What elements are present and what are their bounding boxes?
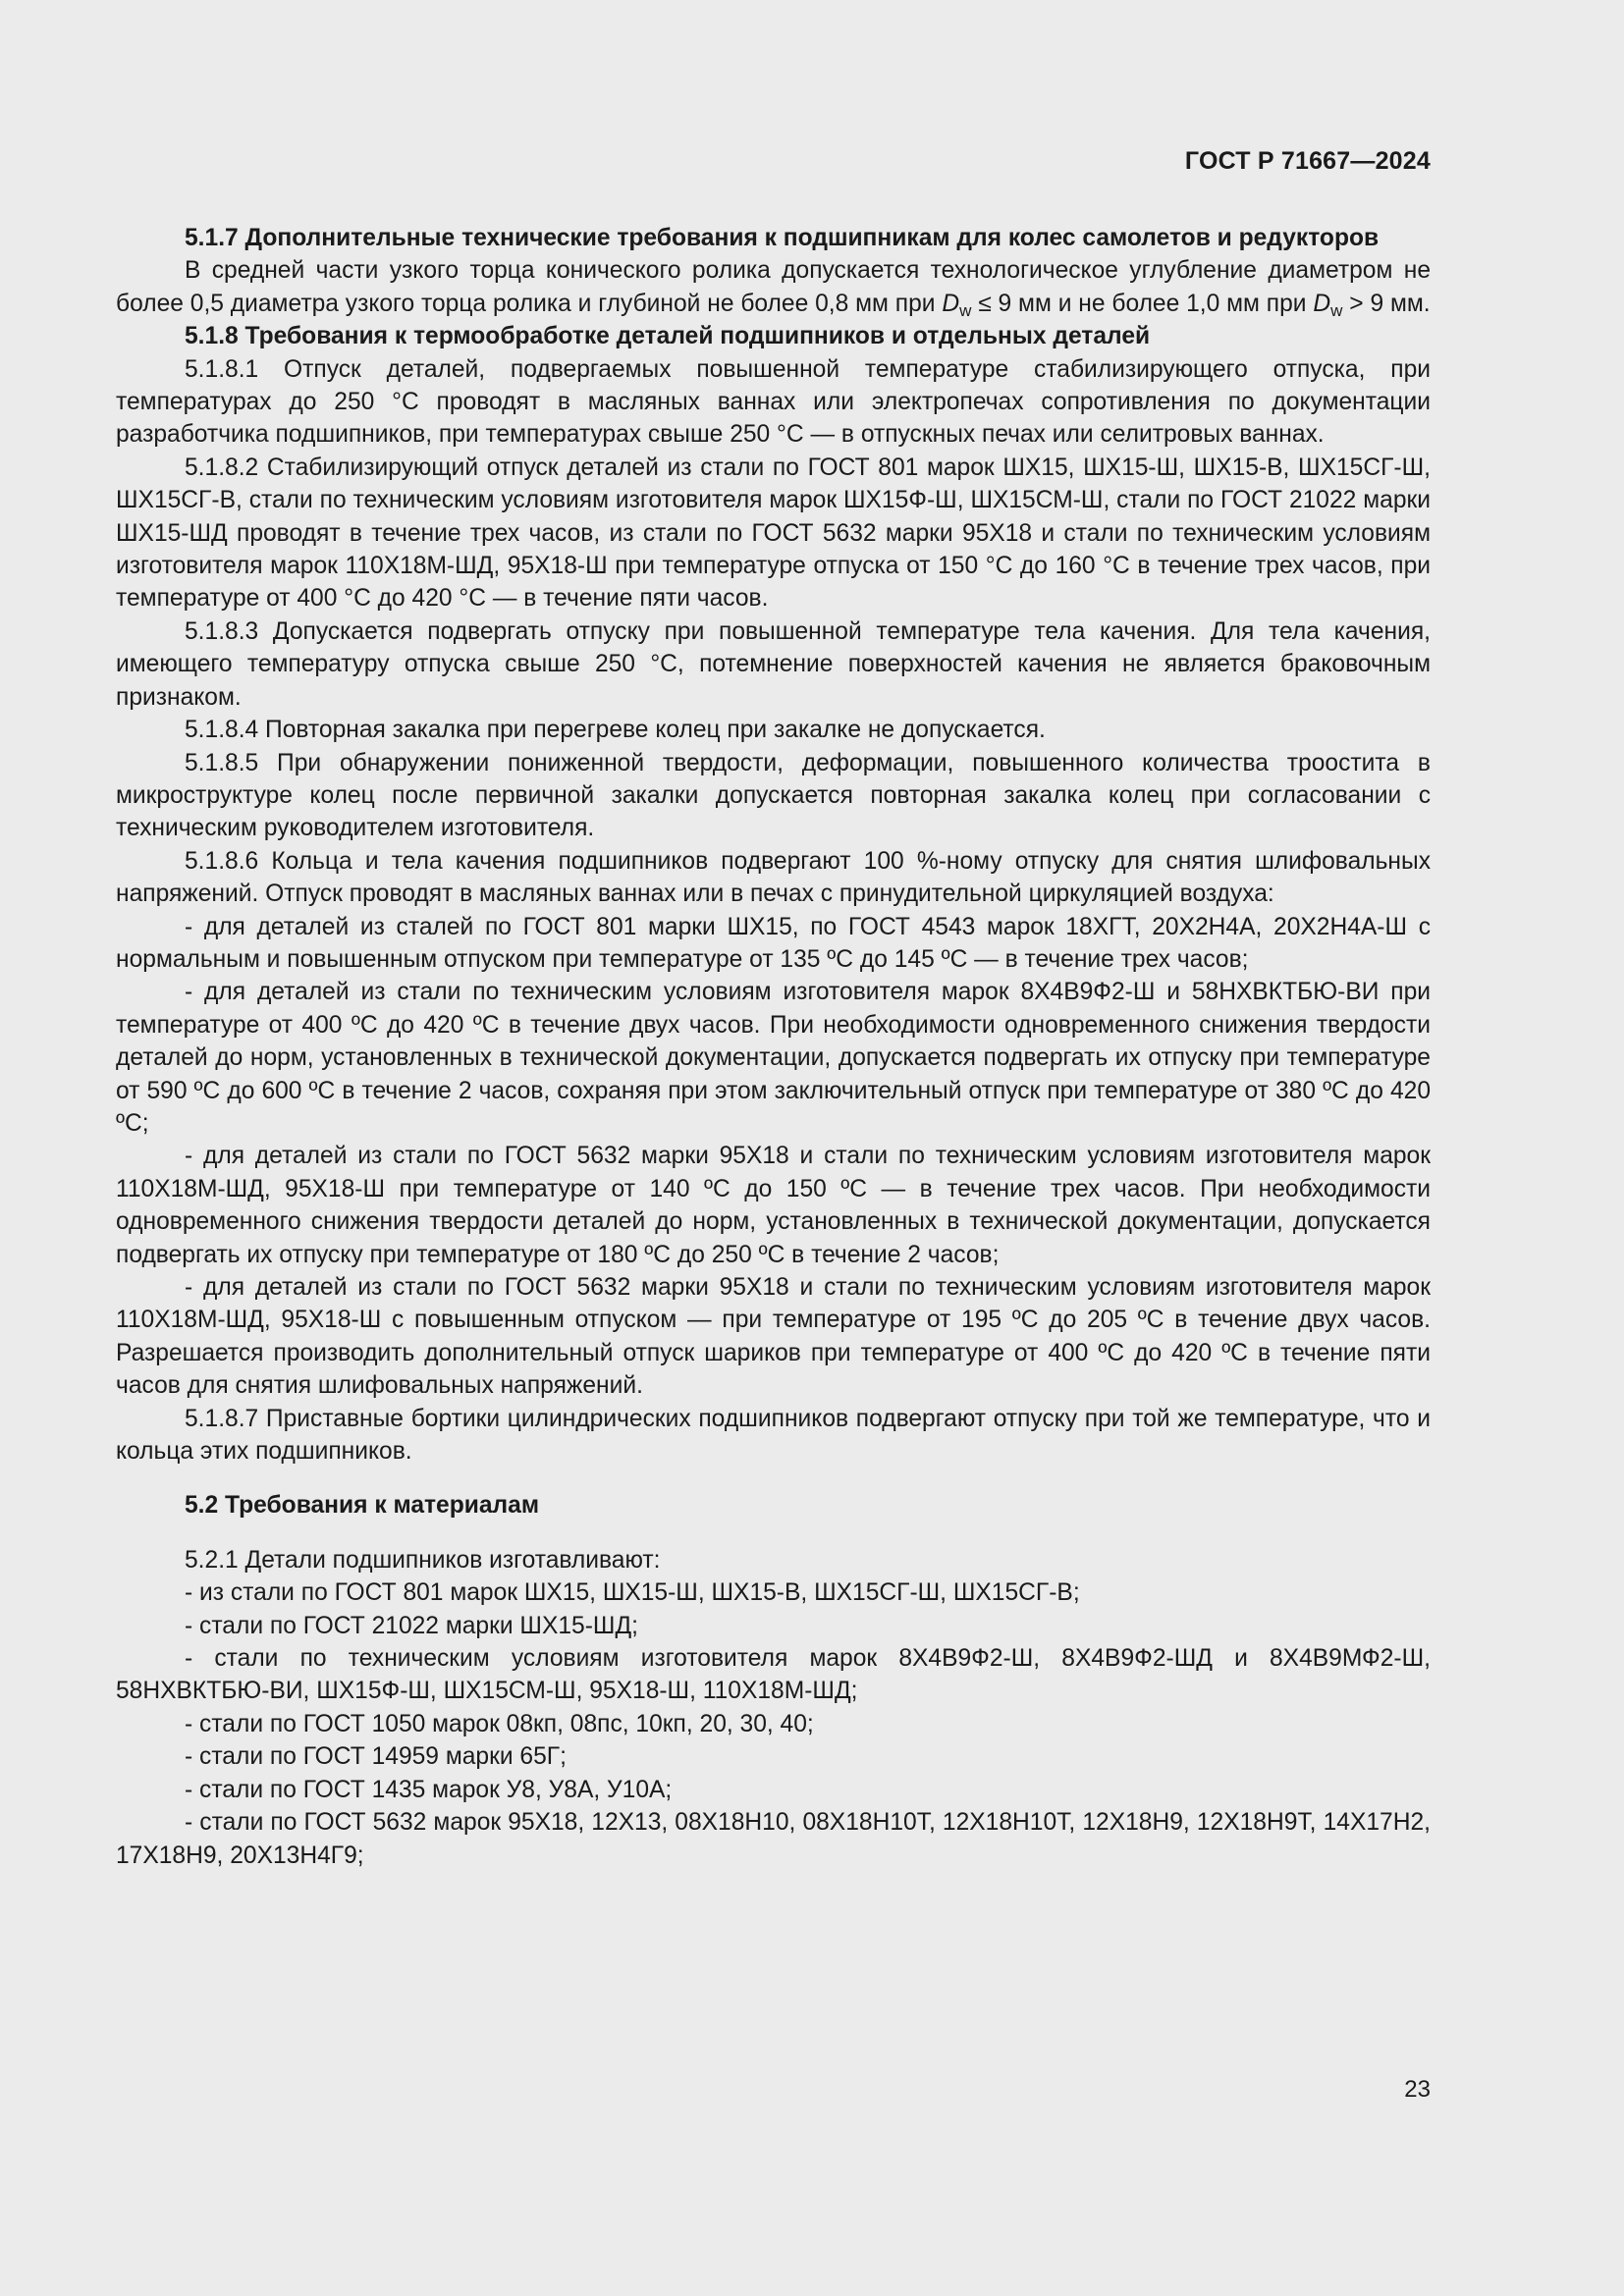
document-id-header: ГОСТ Р 71667—2024 (1184, 147, 1431, 175)
list-item: - из стали по ГОСТ 801 марок ШХ15, ШХ15-Ш, ШХ15-В, ШХ15СГ-Ш, ШХ15СГ-В; (185, 1579, 1080, 1607)
list-item: - для деталей из стали по ГОСТ 5632 марки 95Х18 и стали по техническим условиям изготовителя марок 110Х18М-ШД, 95Х18-Ш при температуре от 140 ºС до 150 ºС — в течение трех часов. При необходимости одновременного снижения твердости деталей до норм, установленных в технической документации, допускается подвергать их отпуску при температуре от 180 ºС до 250 ºС в течение 2 часов; (116, 1143, 1431, 1268)
section-5-1-8-3: 5.1.8.3 Допускается подвергать отпуску при повышенной температуре тела качения. Для тела качения, имеющего температуру отпуска свыше 250 °С, потемнение поверхностей качения не является браковочным признаком. (116, 617, 1431, 711)
list-item: - стали по ГОСТ 14959 марки 65Г; (185, 1743, 567, 1771)
list-item: - для деталей из стали по техническим условиям изготовителя марок 8Х4В9Ф2-Ш и 58НХВКТБЮ-ВИ при температуре от 400 ºС до 420 ºС в течение двух часов. При необходимости одновременного снижения твердости деталей до норм, установленных в технической документации, допускается подвергать их отпуску при температуре от 590 ºС до 600 ºС в течение 2 часов, сохраняя при этом заключительный отпуск при температуре от 380 ºС до 420 ºС; (116, 979, 1431, 1137)
section-5-1-7-heading: 5.1.7 Дополнительные технические требования к подшипникам для колес самолетов и редукторов (185, 225, 1380, 251)
section-5-1-8-heading: 5.1.8 Требования к термообработке деталей подшипников и отдельных деталей (185, 323, 1151, 350)
list-item: - стали по ГОСТ 1435 марок У8, У8А, У10А; (185, 1776, 673, 1803)
document-body (116, 222, 1431, 1872)
list-item: - стали по ГОСТ 5632 марок 95Х18, 12Х13, 08Х18Н10, 08Х18Н10Т, 12Х18Н10Т, 12Х18Н9, 12Х18Н9Т, 14Х17Н2, 17Х18Н9, 20Х13Н4Г9; (116, 1809, 1431, 1869)
list-item: - стали по техническим условиям изготовителя марок 8Х4В9Ф2-Ш, 8Х4В9Ф2-ШД и 8Х4В9МФ2-Ш, 58НХВКТБЮ-ВИ, ШХ15Ф-Ш, ШХ15СМ-Ш, 95Х18-Ш, 110Х18М-ШД; (116, 1645, 1431, 1705)
section-5-1-8-5: 5.1.8.5 При обнаружении пониженной твердости, деформации, повышенного количества троостита в микроструктуре колец после первичной закалки допускается повторная закалка колец при согласовании с техническим руководителем изготовителя. (116, 749, 1431, 842)
section-5-1-8-2: 5.1.8.2 Стабилизирующий отпуск деталей из стали по ГОСТ 801 марок ШХ15, ШХ15-Ш, ШХ15-В, ШХ15СГ-Ш, ШХ15СГ-В, стали по техническим условиям изготовителя марок ШХ15Ф-Ш, ШХ15СМ-Ш, стали по ГОСТ 21022 марки ШХ15-ШД проводят в течение трех часов, из стали по ГОСТ 5632 марки 95Х18 и стали по техническим условиям изготовителя марок 110Х18М-ШД, 95Х18-Ш при температуре отпуска от 150 °С до 160 °С в течение трех часов, при температуре от 400 °С до 420 °С — в течение пяти часов. (116, 454, 1431, 613)
section-5-1-8-4: 5.1.8.4 Повторная закалка при перегреве колец при закалке не допускается. (185, 717, 1046, 744)
list-item: - для деталей из стали по ГОСТ 5632 марки 95Х18 и стали по техническим условиям изготовителя марок 110Х18М-ШД, 95Х18-Ш с повышенным отпуском — при температуре от 195 ºС до 205 ºС в течение двух часов. Разрешается производить дополнительный отпуск шариков при температуре от 400 ºС до 420 ºС в течение пяти часов для снятия шлифовальных напряжений. (116, 1274, 1431, 1400)
section-5-1-8-7: 5.1.8.7 Приставные бортики цилиндрических подшипников подвергают отпуску при той же температуре, что и кольца этих подшипников. (116, 1405, 1431, 1466)
page-number: 23 (1404, 2076, 1431, 2103)
list-item: - для деталей из сталей по ГОСТ 801 марки ШХ15, по ГОСТ 4543 марок 18ХГТ, 20Х2Н4А, 20Х2Н4А-Ш с нормальным и повышенным отпуском при температуре от 135 ºС до 145 ºС — в течение трех часов; (116, 913, 1431, 973)
section-5-1-8-1: 5.1.8.1 Отпуск деталей, подвергаемых повышенной температуре стабилизирующего отпуска, при температурах до 250 °С проводят в масляных ваннах или электропечах сопротивления по документации разработчика подшипников, при температурах свыше 250 °С — в отпускных печах или селитровых ваннах. (116, 355, 1431, 449)
section-5-1-8-6: 5.1.8.6 Кольца и тела качения подшипников подвергают 100 %-ному отпуску для снятия шлифовальных напряжений. Отпуск проводят в масляных ваннах или в печах с принудительной циркуляцией воздуха: (116, 847, 1431, 908)
section-5-1-7-text: В средней части узкого торца конического ролика допускается технологическое углубление диаметром не более 0,5 диаметра узкого торца ролика и глубиной не более 0,8 мм при $D_w \le 9$ мм и не более 1,0 мм при $D_w > 9$ мм. (116, 257, 1431, 320)
section-5-2-heading: 5.2 Требования к материалам (185, 1492, 540, 1520)
section-5-2-1: 5.2.1 Детали подшипников изготавливают: (185, 1546, 661, 1574)
list-item: - стали по ГОСТ 1050 марок 08кп, 08пс, 10кп, 20, 30, 40; (185, 1710, 814, 1737)
list-item: - стали по ГОСТ 21022 марки ШХ15-ШД; (185, 1612, 638, 1639)
